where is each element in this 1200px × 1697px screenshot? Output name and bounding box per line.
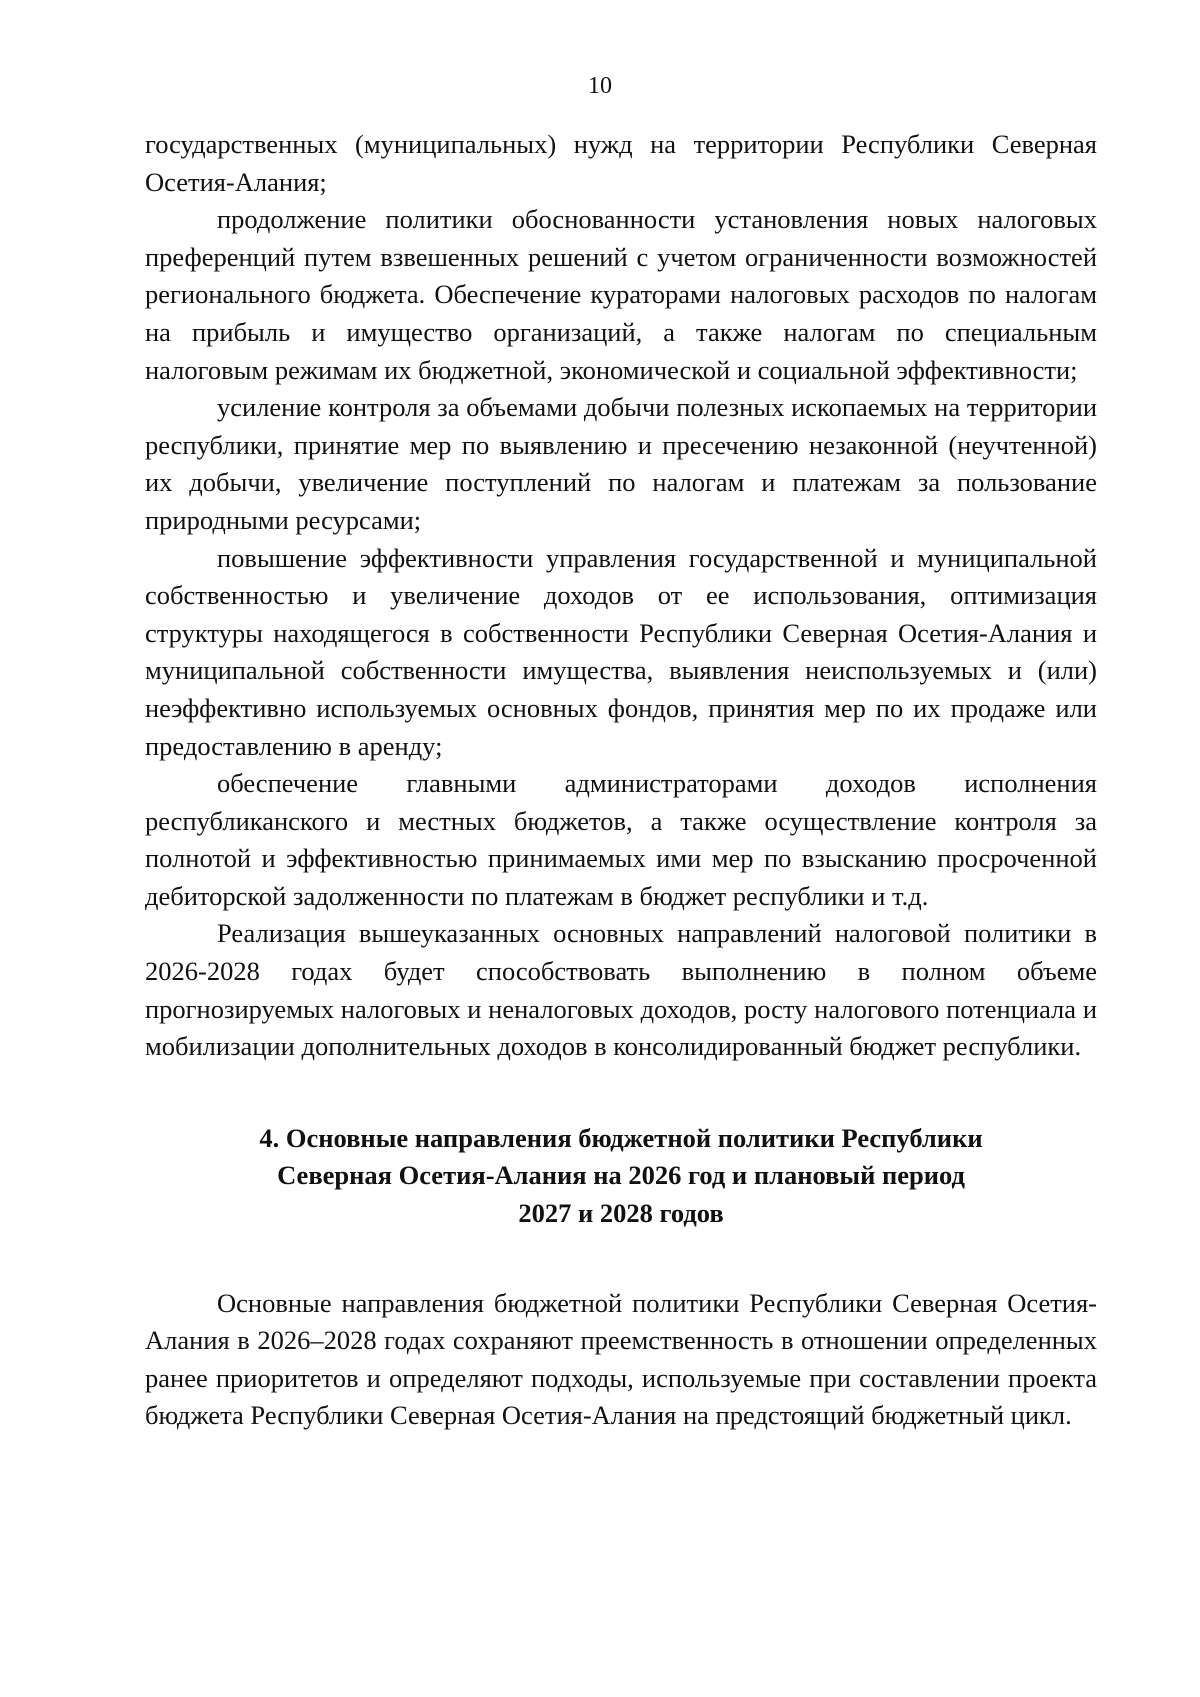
paragraph-2: продолжение политики обоснованности установления новых налоговых преференций путем взвешенных решений с учетом ограниченности возможностей регионального бюджета. Обеспечение кураторами налоговых расходов по налогам на прибыль и имущество организаций, а также налогам по специальным налоговым режимам их бюджетной, экономической и социальной эффективности; [145,204,1097,385]
final-paragraph: Основные направления бюджетной политики Республики Северная Осетия-Алания в 2026–2028 годах сохраняют преемственность в отношении определенных ранее приоритетов и определяют подходы, используемые при составлении проекта бюджета Республики Северная Осетия-Алания на предстоящий бюджетный цикл. [145,1287,1097,1431]
paragraph-3: усиление контроля за объемами добычи полезных ископаемых на территории республики, принятие мер по выявлению и пресечению незаконной (неучтенной) их добычи, увеличение поступлений по налогам и платежам за пользование природными ресурсами; [145,392,1097,535]
section-heading [145,1120,1097,1233]
section-heading-line-2: Северная Осетия-Алания на 2026 год и плановый период [277,1160,965,1191]
section-heading-line-3: 2027 и 2028 годов [518,1198,724,1229]
section-heading-line-1: 4. Основные направления бюджетной политики Республики [259,1122,983,1153]
paragraph-4: повышение эффективности управления государственной и муниципальной собственностью и увеличение доходов от ее использования, оптимизация структуры находящегося в собственности Республики Северная Осетия-Алания и муниципальной собственности имущества, выявления неиспользуемых и (или) неэффективно используемых основных фондов, принятия мер по их продаже или предоставлению в аренду; [145,542,1097,761]
body-text [145,126,1097,1435]
paragraph-6: Реализация вышеуказанных основных направлений налоговой политики в 2026-2028 годах будет способствовать выполнению в полном объеме прогнозируемых налоговых и неналоговых доходов, росту налогового потенциала и мобилизации дополнительных доходов в консолидированный бюджет республики. [145,918,1097,1062]
paragraph-1: государственных (муниципальных) нужд на территории Республики Северная Осетия-Алания; [145,129,1097,197]
page-number: 10 [588,73,612,99]
paragraph-5: обеспечение главными администраторами доходов исполнения республиканского и местных бюджетов, а также осуществление контроля за полнотой и эффективностью принимаемых ими мер по взысканию просроченной дебиторской задолженности по платежам в бюджет республики и т.д. [145,768,1097,911]
